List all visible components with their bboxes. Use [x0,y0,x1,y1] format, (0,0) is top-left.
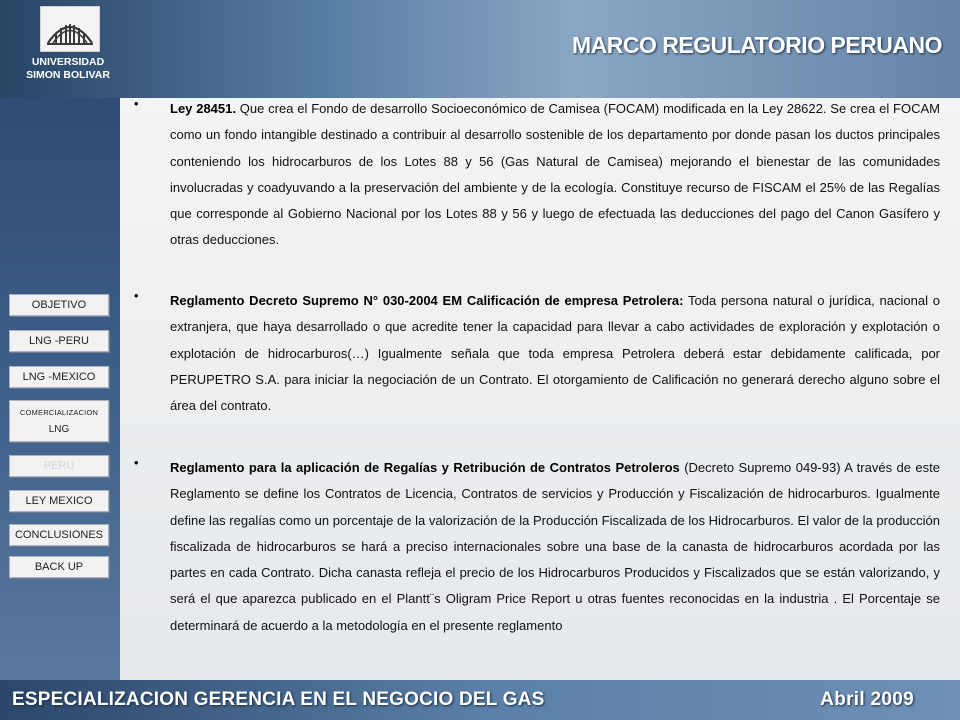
nav-button-peru[interactable]: PERU [9,455,109,477]
bullet-bold-text: Reglamento para la aplicación de Regalías y Retribución de Contratos Petroleros [170,460,680,475]
nav-button-lng-peru[interactable]: LNG -PERU [9,330,109,352]
university-name [6,56,130,82]
bullet-body-text: Que crea el Fondo de desarrollo Socioeconómico de Camisea (FOCAM) modificada en la Ley 28622. Se crea el FOCAM como un fondo intangible destinado a contribuir al desarrollo sostenible de los departamento por donde pasan los ductos principales conteniendo los hidrocarburos de los Lotes 88 y 56 (Gas Natural de Camisea) mejorando el bienestar de las comunidades involucradas y coadyuvando a la preservación del ambiente y de la ecología. Constituye recurso de FISCAM el 25% de las Regalías que corresponde al Gobierno Nacional por los Lotes 88 y 56 y luego de efectuada las deducciones del pago del Canon Gasífero y otras deducciones. [170,101,940,248]
bullet-dot: • [134,288,139,303]
footer-program-title: ESPECIALIZACION GERENCIA EN EL NEGOCIO DEL GAS [12,689,545,710]
bullet-bold-text: Reglamento Decreto Supremo N° 030-2004 EM Calificación de empresa Petrolera: [170,293,684,308]
university-seal-icon [44,9,96,49]
nav-button-ley-mexico[interactable]: LEY MEXICO [9,490,109,512]
bullet-paragraph [170,455,940,639]
header-banner [0,0,960,98]
content-panel [120,98,960,680]
bullet-reglamento-regalias [134,455,940,639]
bullet-ley-28451 [134,96,940,254]
bullet-decreto-030-2004 [134,288,940,419]
university-logo [40,6,100,52]
bullet-bold-text: Ley 28451. [170,101,236,116]
nav-button-comercializacion-lng[interactable] [9,400,109,442]
university-name-line2: SIMON BOLIVAR [26,69,110,81]
bullet-paragraph [170,288,940,419]
bullet-dot: • [134,455,139,470]
footer-banner [0,680,960,720]
bullet-body-text: (Decreto Supremo 049-93) A través de este Reglamento se define los Contratos de Licencia, Contratos de servicios y Producción y Fiscalización de hidrocarburos. Igualmente define las regalías como un porcentaje de la valorización de la Producción Fiscalizada de los Hidrocarburos. El valor de la producción fiscalizada de hidrocarburos se hará a preciso internacionales sobre una base de la canasta de hidrocarburos acordada por las partes en cada Contrato. Dicha canasta refleja el precio de los Hidrocarburos Producidos y Fiscalizados que se están valorizando, y será el que aparezca publicado en el Plantt¨s Oligram Price Report u otras fuentes reconocidas en la industria . El Porcentaje se determinará de acuerdo a la metodología en el presente reglamento [170,460,941,633]
nav-button-comercializacion-label: COMERCIALIZACION [19,408,99,417]
nav-button-back-up[interactable]: BACK UP [9,556,109,578]
nav-button-conclusiones[interactable]: CONCLUSIONES [9,524,109,546]
nav-button-objetivo[interactable]: OBJETIVO [9,294,109,316]
bullet-body-text: Toda persona natural o jurídica, nacional o extranjera, que haya desarrollado o que acredite tener la capacidad para llevar a cabo actividades de exploración y explotación o explotación de hidrocarburos(…) Igualmente señala que toda empresa Petrolera deberá estar debidamente calificada, por PERUPETRO S.A. para iniciar la negociación de un Contrato. El otorgamiento de Calificación no generará derecho alguno sobre el área del contrato. [170,293,940,414]
university-name-line1: UNIVERSIDAD [31,56,105,68]
bullet-paragraph [170,96,940,254]
page-title: MARCO REGULATORIO PERUANO [572,32,942,58]
side-navigation [0,98,120,680]
footer-date: Abril 2009 [820,689,914,710]
nav-button-lng-mexico[interactable]: LNG -MEXICO [9,366,109,388]
bullet-dot: • [134,96,139,111]
nav-button-lng-label: LNG [48,424,70,435]
